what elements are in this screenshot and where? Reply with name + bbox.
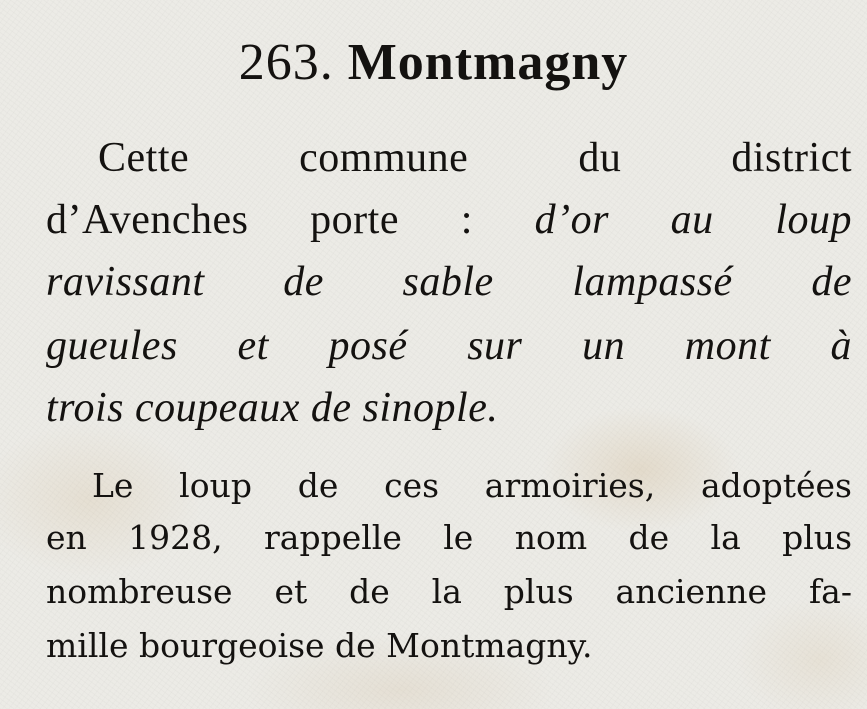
blazon-line: ravissant de sable lampassé de [46, 259, 852, 305]
blazon-text: d’or au loup [534, 197, 853, 243]
note-line: mille bourgeoise de Montmagny. [46, 626, 593, 665]
description-line: Cette commune du district [98, 135, 852, 181]
entry-number: 263. [238, 34, 334, 91]
description-line [46, 190, 852, 250]
blazon-line: trois coupeaux de sinople. [46, 385, 499, 431]
description-text: d’Avenches porte : [46, 197, 473, 243]
commune-name: Montmagny [347, 34, 629, 91]
note-line: nombreuse et de la plus ancienne fa- [46, 572, 852, 611]
note-line: Le loup de ces armoiries, adoptées [92, 466, 852, 505]
blazon-line: gueules et posé sur un mont à [46, 323, 852, 369]
page-title [0, 28, 867, 98]
note-line: en 1928, rappelle le nom de la plus [46, 518, 852, 557]
